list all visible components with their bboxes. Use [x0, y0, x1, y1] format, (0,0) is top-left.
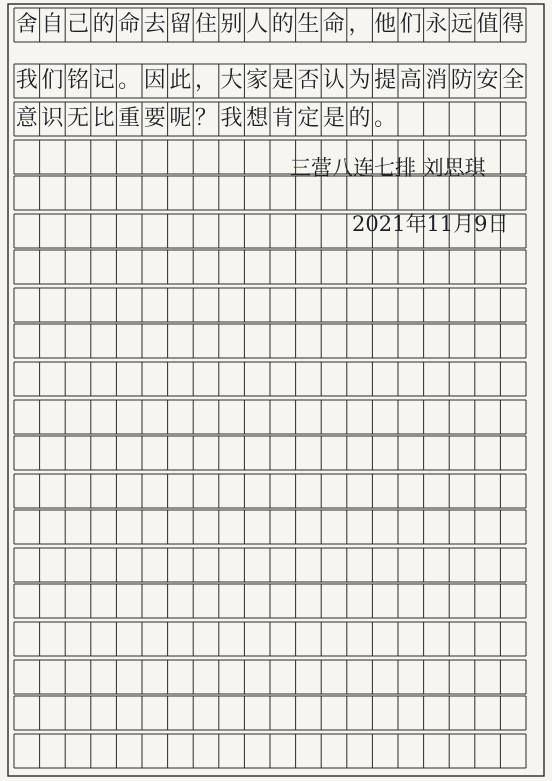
handwritten-char: 值 — [476, 12, 499, 37]
handwritten-char: 命 — [322, 12, 345, 37]
handwritten-char: 提 — [374, 68, 397, 93]
handwritten-char: 比 — [92, 106, 115, 131]
handwritten-char: 家 — [246, 68, 269, 93]
handwritten-char: ， — [194, 68, 217, 93]
handwritten-char: 他 — [374, 12, 397, 37]
handwritten-char: 远 — [450, 12, 473, 37]
handwritten-char: 无 — [66, 106, 89, 131]
handwritten-char: 消 — [425, 68, 448, 93]
handwritten-char: 的 — [92, 12, 115, 37]
signature-date: 2021年11月9日 — [352, 212, 509, 236]
handwritten-char: 们 — [41, 68, 64, 93]
handwritten-char: 此 — [169, 68, 192, 93]
handwritten-char: 命 — [118, 12, 141, 37]
handwritten-char: 们 — [399, 12, 422, 37]
handwritten-char: 呢 — [169, 106, 192, 131]
handwritten-char: 自 — [41, 12, 64, 37]
handwritten-char: 安 — [476, 68, 499, 93]
signature-author: 三营八连七排 刘思琪 — [290, 156, 486, 180]
handwritten-char: 肯 — [271, 106, 294, 131]
handwritten-char: 重 — [118, 106, 141, 131]
handwritten-char: 去 — [143, 12, 166, 37]
handwritten-char: 记 — [92, 68, 115, 93]
handwritten-char: 得 — [502, 12, 525, 37]
handwritten-char: 防 — [450, 68, 473, 93]
handwritten-char: 否 — [297, 68, 320, 93]
handwritten-char: 永 — [425, 12, 448, 37]
essay-line-1 — [14, 8, 526, 42]
handwritten-char: 意 — [15, 106, 38, 131]
handwritten-char: 我 — [220, 106, 243, 131]
handwritten-char: 己 — [66, 12, 89, 37]
handwritten-char: 人 — [246, 12, 269, 37]
handwritten-char: 是 — [322, 106, 345, 131]
handwritten-char: 的 — [348, 106, 371, 131]
handwritten-char: 定 — [297, 106, 320, 131]
handwritten-char: 全 — [502, 68, 525, 93]
essay-line-3 — [14, 102, 398, 136]
handwritten-char: 留 — [169, 12, 192, 37]
handwritten-char: 是 — [271, 68, 294, 93]
handwritten-char: 高 — [399, 68, 422, 93]
handwritten-char: 我 — [15, 68, 38, 93]
handwritten-char: 舍 — [15, 12, 38, 37]
handwritten-char: 生 — [297, 12, 320, 37]
handwritten-char: 要 — [143, 106, 166, 131]
handwritten-char: 住 — [194, 12, 217, 37]
handwritten-char: 因 — [143, 68, 166, 93]
handwritten-char: ？ — [194, 106, 217, 131]
handwritten-char: 大 — [220, 68, 243, 93]
handwritten-char: 别 — [220, 12, 243, 37]
handwritten-char: 认 — [322, 68, 345, 93]
handwritten-char: 的 — [271, 12, 294, 37]
handwritten-char: 为 — [348, 68, 371, 93]
handwritten-char: 想 — [246, 106, 269, 131]
handwritten-char: 。 — [374, 106, 397, 131]
essay-line-2 — [14, 64, 526, 98]
handwritten-char: ， — [348, 12, 371, 37]
handwritten-char: 铭 — [66, 68, 89, 93]
handwritten-char: 识 — [41, 106, 64, 131]
handwritten-char: 。 — [118, 68, 141, 93]
